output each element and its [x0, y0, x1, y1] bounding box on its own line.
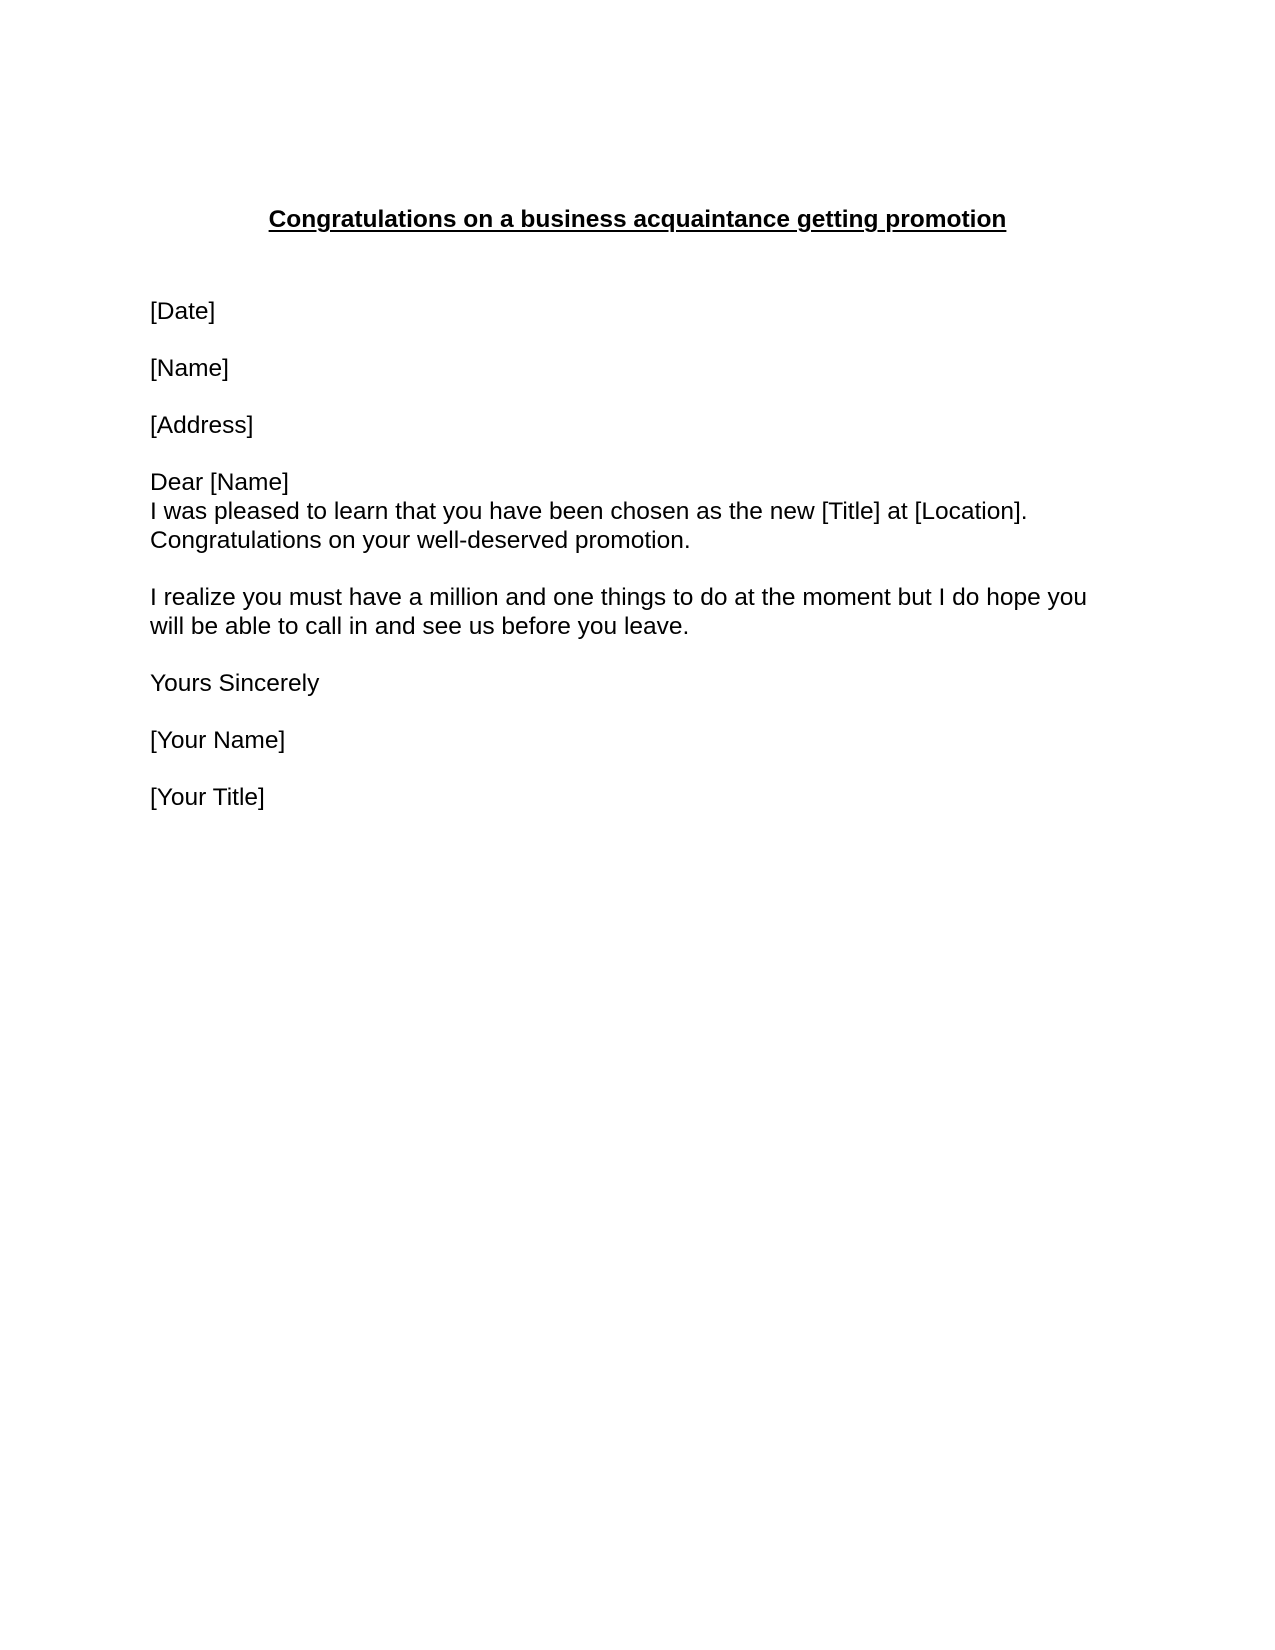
body-paragraph-2-line-1: I realize you must have a million and one things to do at the moment but I do hope you	[150, 584, 1088, 611]
salutation: Dear [Name]	[150, 469, 289, 496]
letter-title: Congratulations on a business acquaintance getting promotion	[268, 206, 1007, 233]
body-paragraph-1-line-2: Congratulations on your well-deserved promotion.	[150, 527, 691, 554]
address-placeholder: [Address]	[150, 412, 254, 439]
body-paragraph-1-line-1: I was pleased to learn that you have been chosen as the new [Title] at [Location].	[150, 498, 1028, 525]
recipient-name-placeholder: [Name]	[150, 355, 229, 382]
closing: Yours Sincerely	[150, 670, 320, 697]
body-paragraph-2-line-2: will be able to call in and see us before you leave.	[150, 613, 690, 640]
date-placeholder: [Date]	[150, 298, 216, 325]
your-title-placeholder: [Your Title]	[150, 784, 265, 811]
your-name-placeholder: [Your Name]	[150, 727, 286, 754]
